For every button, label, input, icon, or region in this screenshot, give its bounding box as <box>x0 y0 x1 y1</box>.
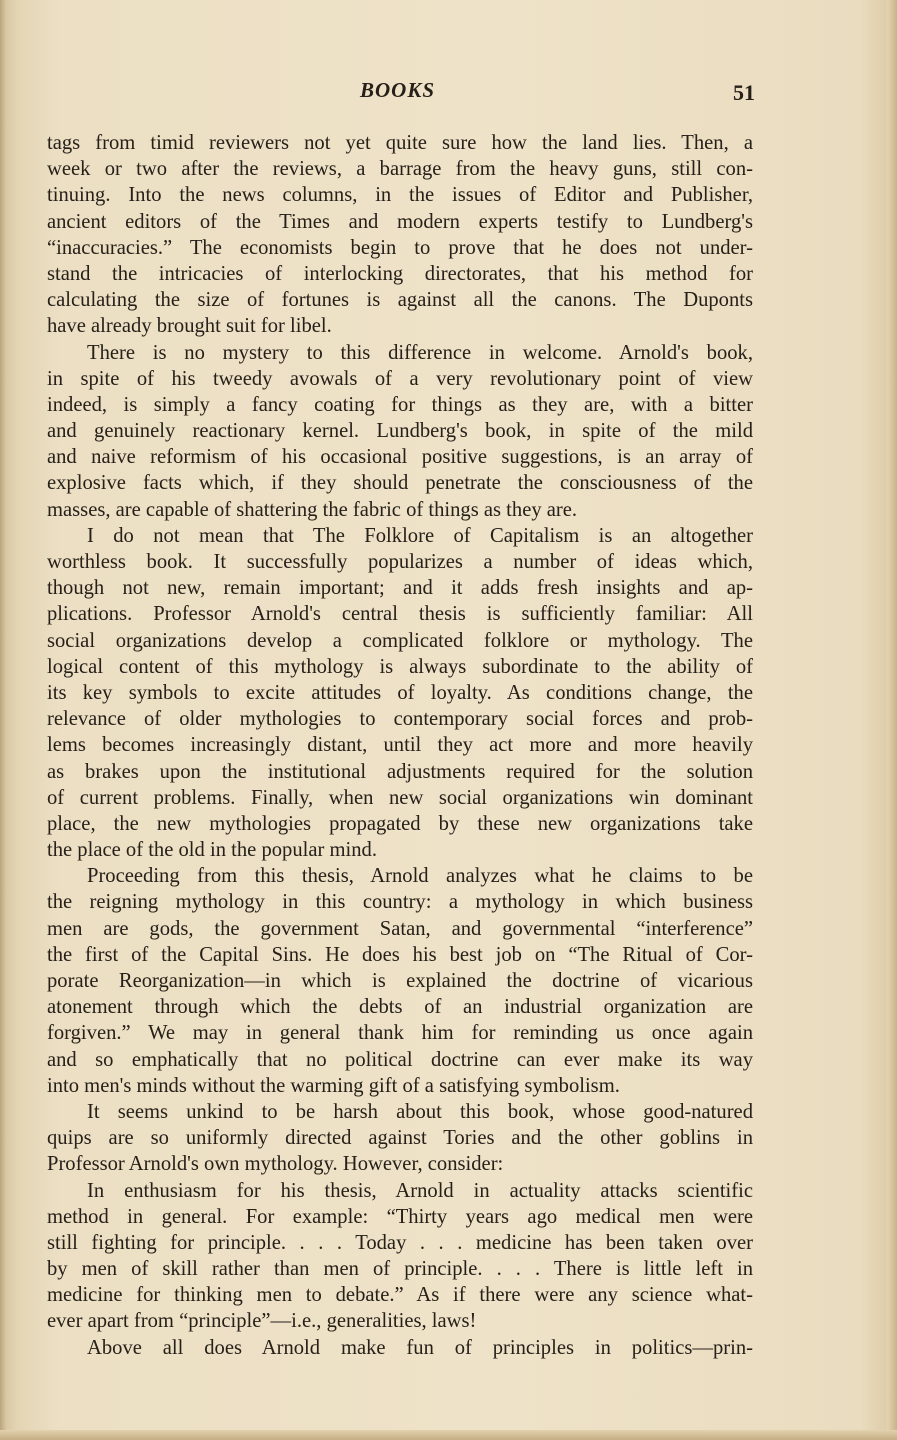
text-line: in spite of his tweedy avowals of a very revolutionary point of view <box>47 367 753 390</box>
text-line: of current problems. Finally, when new social organizations win dominant <box>47 786 753 809</box>
text-line: plications. Professor Arnold's central thesis is sufficiently familiar: All <box>47 603 753 626</box>
text-line: calculating the size of fortunes is against all the canons. The Duponts <box>47 289 753 312</box>
text-line: indeed, is simply a fancy coating for things as they are, with a bitter <box>47 393 753 416</box>
body-text <box>47 130 753 1361</box>
text-line: stand the intricacies of interlocking directorates, that his method for <box>47 262 753 285</box>
text-line: masses, are capable of shattering the fabric of things as they are. <box>47 498 578 521</box>
text-line: into men's minds without the warming gift of a satisfying symbolism. <box>47 1074 620 1097</box>
text-line: tinuing. Into the news columns, in the issues of Editor and Publisher, <box>47 184 753 207</box>
paragraph-first-line: Above all does Arnold make fun of principles in politics—prin- <box>87 1336 753 1359</box>
text-line: and naive reformism of his occasional positive suggestions, is an array of <box>47 446 753 469</box>
text-line: social organizations develop a complicated folklore or mythology. The <box>47 629 753 652</box>
text-line: still fighting for principle. . . . Today . . . medicine has been taken over <box>47 1231 753 1254</box>
text-line: have already brought suit for libel. <box>47 315 332 338</box>
text-line: tags from timid reviewers not yet quite sure how the land lies. Then, a <box>47 132 753 154</box>
text-line: lems becomes increasingly distant, until they act more and more heavily <box>47 734 753 757</box>
text-line: as brakes upon the institutional adjustments required for the solution <box>47 760 753 783</box>
text-line: Professor Arnold's own mythology. However, consider: <box>47 1153 504 1176</box>
text-line: men are gods, the government Satan, and governmental “interference” <box>47 917 753 940</box>
page-header <box>0 78 897 108</box>
text-line: by men of skill rather than men of principle. . . . There is little left in <box>47 1258 753 1281</box>
text-line: explosive facts which, if they should penetrate the consciousness of the <box>47 472 753 495</box>
text-line: the place of the old in the popular mind. <box>47 839 377 862</box>
text-line: week or two after the reviews, a barrage from the heavy guns, still con- <box>47 158 753 181</box>
text-line: place, the new mythologies propagated by these new organizations take <box>47 812 753 835</box>
text-line: logical content of this mythology is always subordinate to the ability of <box>47 655 753 678</box>
text-line: the first of the Capital Sins. He does his best job on “The Ritual of Cor- <box>47 943 753 966</box>
text-line: porate Reorganization—in which is explained the doctrine of vicarious <box>47 970 753 992</box>
paragraph-first-line: It seems unkind to be harsh about this book, whose good-natured <box>87 1100 753 1123</box>
text-line: and genuinely reactionary kernel. Lundberg's book, in spite of the mild <box>47 420 753 443</box>
text-line: worthless book. It successfully popularizes a number of ideas which, <box>47 551 753 573</box>
paragraph-first-line: I do not mean that The Folklore of Capitalism is an altogether <box>87 524 753 547</box>
running-head: BOOKS <box>360 78 436 102</box>
paragraph-first-line: Proceeding from this thesis, Arnold analyzes what he claims to be <box>87 865 753 888</box>
text-line: its key symbols to excite attitudes of loyalty. As conditions change, the <box>47 681 753 704</box>
text-line: medicine for thinking men to debate.” As if there were any science what- <box>47 1284 753 1307</box>
text-line: though not new, remain important; and it adds fresh insights and ap- <box>47 577 753 600</box>
text-line: forgiven.” We may in general thank him for reminding us once again <box>47 1022 753 1045</box>
text-line: ancient editors of the Times and modern experts testify to Lundberg's <box>47 210 753 233</box>
text-line: method in general. For example: “Thirty years ago medical men were <box>47 1205 753 1228</box>
text-line: relevance of older mythologies to contemporary social forces and prob- <box>47 708 753 731</box>
text-line: quips are so uniformly directed against Tories and the other goblins in <box>47 1127 753 1150</box>
page-left-edge <box>0 0 6 1440</box>
page-right-edge <box>887 0 897 1440</box>
text-line: ever apart from “principle”—i.e., generalities, laws! <box>47 1310 477 1333</box>
text-line: the reigning mythology in this country: a mythology in which business <box>47 891 753 914</box>
paragraph-first-line: There is no mystery to this difference in welcome. Arnold's book, <box>87 341 753 364</box>
page-bottom-edge <box>0 1430 897 1440</box>
paragraph-first-line: In enthusiasm for his thesis, Arnold in actuality attacks scientific <box>87 1179 753 1202</box>
text-line: “inaccuracies.” The economists begin to prove that he does not under- <box>47 236 753 259</box>
text-line: atonement through which the debts of an industrial organization are <box>47 996 753 1019</box>
text-line: and so emphatically that no political doctrine can ever make its way <box>47 1048 753 1071</box>
page-number: 51 <box>733 80 755 105</box>
